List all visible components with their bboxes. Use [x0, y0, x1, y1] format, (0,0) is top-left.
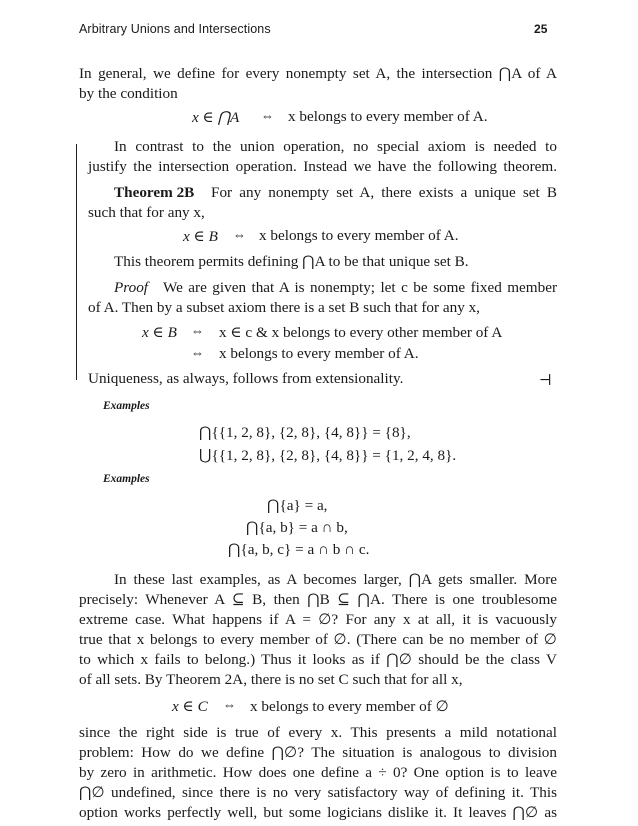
para5-line2: problem: How do we define ⋂∅? The situation is analogous to division	[79, 744, 557, 761]
proof-display1-arrow: ⇔	[191, 323, 204, 338]
theorem-display-arrow: ⇔	[233, 227, 246, 242]
para4-line4: true that x belongs to every member of ∅. (There can be no member of ∅	[79, 631, 557, 648]
theorem-display-lhs: x ∈ B	[183, 228, 218, 245]
para4-line2: precisely: Whenever A ⊆ B, then ⋂B ⊆ ⋂A. There is one troublesome	[79, 591, 557, 608]
para3: This theorem permits defining ⋂A to be that unique set B.	[114, 253, 469, 270]
theorem-line2: such that for any x,	[88, 204, 205, 221]
examples2-label: Examples	[103, 473, 150, 485]
page-number: 25	[534, 22, 548, 36]
proof-display1-lhs: x ∈ B	[142, 324, 177, 341]
para1-line1: In general, we define for every nonempty set A, the intersection ⋂A of A	[79, 65, 557, 82]
proof-display2-rhs: x belongs to every member of A.	[219, 345, 419, 362]
para5-line5: option works perfectly well, but some logicians dislike it. It leaves ⋂∅ as	[79, 804, 557, 821]
qed-mark: ⊣	[539, 373, 552, 389]
proof-line1: We are given that A is nonempty; let c be some fixed member	[163, 279, 557, 296]
para5-line4: ⋂∅ undefined, since there is no very satisfactory way of defining it. This	[79, 784, 557, 801]
para2-line2: justify the intersection operation. Instead we have the following theorem.	[88, 158, 557, 175]
para4-line1: In these last examples, as A becomes larger, ⋂A gets smaller. More	[114, 571, 557, 588]
para4-line6: of all sets. By Theorem 2A, there is no set C such that for all x,	[79, 671, 463, 688]
examples1-label: Examples	[103, 400, 150, 412]
para5-line3: by zero in arithmetic. How does one define a ÷ 0? One option is to leave	[79, 764, 557, 781]
para4-line3: extreme case. What happens if A = ∅? For any x at all, it is vacuously	[79, 611, 557, 628]
margin-change-bar	[76, 144, 77, 380]
display1-lhs: x ∈ ⋂A	[192, 109, 240, 126]
proof-label: Proof	[114, 279, 149, 296]
theorem-line1: For any nonempty set A, there exists a unique set B	[211, 184, 557, 201]
proof-display1-rhs: x ∈ c & x belongs to every other member of A	[219, 324, 503, 341]
theorem-label: Theorem 2B	[114, 184, 195, 201]
para2-line1: In contrast to the union operation, no special axiom is needed to	[114, 138, 557, 155]
display1-rhs: x belongs to every member of A.	[288, 108, 488, 125]
proof-display2-arrow: ⇔	[191, 345, 204, 360]
proof-line2: of A. Then by a subset axiom there is a set B such that for any x,	[88, 299, 480, 316]
examples1-eq1: ⋂{{1, 2, 8}, {2, 8}, {4, 8}} = {8},	[199, 424, 411, 441]
para5-line1: since the right side is true of every x. This presents a mild notational	[79, 724, 557, 741]
examples1-eq2: ⋃{{1, 2, 8}, {2, 8}, {4, 8}} = {1, 2, 4, 8}.	[199, 447, 457, 464]
display2-lhs: x ∈ C	[172, 698, 208, 715]
theorem-display-rhs: x belongs to every member of A.	[259, 227, 459, 244]
para4-line5: to which x fails to belong.) Thus it looks as if ⋂∅ should be the class V	[79, 651, 557, 668]
display2-rhs: x belongs to every member of ∅	[250, 698, 449, 715]
running-header-title: Arbitrary Unions and Intersections	[79, 22, 271, 36]
examples2-eq2: ⋂{a, b} = a ∩ b,	[246, 519, 348, 536]
examples2-eq1: ⋂{a} = a,	[267, 497, 328, 514]
para1-line2: by the condition	[79, 85, 178, 102]
proof-closing: Uniqueness, as always, follows from extensionality.	[88, 370, 404, 387]
examples2-eq3: ⋂{a, b, c} = a ∩ b ∩ c.	[228, 541, 370, 558]
display2-arrow: ⇔	[223, 697, 236, 712]
display1-arrow: ⇔	[261, 108, 274, 123]
